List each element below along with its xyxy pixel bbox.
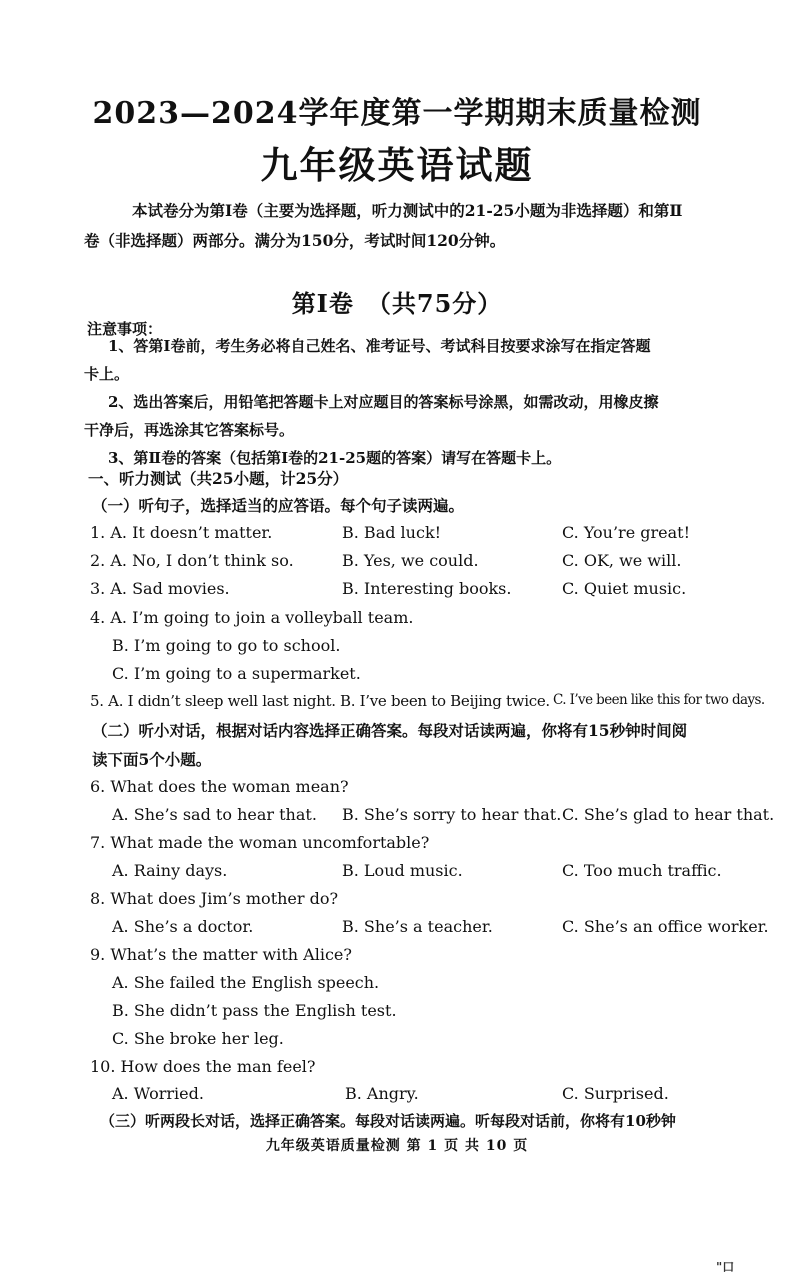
q10-option-a: A. Worried.: [112, 1084, 204, 1103]
q6-option-a: A. She’s sad to hear that.: [112, 805, 317, 824]
q8-option-a: A. She’s a doctor.: [112, 917, 254, 936]
intro-line-2: 卷（非选择题）两部分。满分为150分，考试时间120分钟。: [84, 231, 506, 250]
page-footer: 九年级英语质量检测 第 1 页 共 10 页: [265, 1138, 529, 1154]
q6-stem: 6. What does the woman mean?: [90, 777, 349, 796]
q10-stem: 10. How does the man feel?: [90, 1057, 316, 1076]
q3-option-c: C. Quiet music.: [562, 579, 687, 598]
corner-mark: "口: [716, 1260, 735, 1274]
section-1-sub-2-line-1: （二）听小对话，根据对话内容选择正确答案。每段对话读两遍，你将有15秒钟时间阅: [92, 721, 688, 740]
intro-paragraph: [84, 196, 774, 256]
q4-option-b: B. I’m going to go to school.: [112, 636, 341, 655]
q10-option-c: C. Surprised.: [562, 1084, 669, 1103]
note-1-line-1: 1、答第Ⅰ卷前，考生务必将自己姓名、准考证号、考试科目按要求涂写在指定答题: [108, 337, 651, 355]
q10-option-b: B. Angry.: [345, 1084, 419, 1103]
q5-option-c: C. I’ve been like this for two days.: [553, 692, 765, 708]
note-1-line-2: 卡上。: [84, 365, 130, 383]
q4-option-a: 4. A. I’m going to join a volleyball team.: [90, 608, 414, 627]
q7-option-b: B. Loud music.: [342, 861, 463, 880]
notes-block: [84, 332, 774, 472]
q7-option-c: C. Too much traffic.: [562, 861, 722, 880]
notes-heading: 注意事项：: [87, 320, 163, 338]
section-1-title: 一、听力测试（共25小题，计25分）: [88, 469, 349, 488]
q3-option-b: B. Interesting books.: [342, 579, 512, 598]
q3-option-a: 3. A. Sad movies.: [90, 579, 230, 598]
q9-option-a: A. She failed the English speech.: [112, 973, 380, 992]
q1-option-b: B. Bad luck!: [342, 523, 442, 542]
note-2-line-2: 干净后，再选涂其它答案标号。: [84, 421, 295, 439]
q9-option-c: C. She broke her leg.: [112, 1029, 284, 1048]
q8-stem: 8. What does Jim’s mother do?: [90, 889, 339, 908]
exam-title: 2023—2024学年度第一学期期末质量检测: [92, 96, 702, 131]
q8-option-c: C. She’s an office worker.: [562, 917, 769, 936]
section-1-sub-2-line-2: 读下面5个小题。: [92, 750, 212, 769]
section-1-sub-1: （一）听句子，选择适当的应答语。每个句子读两遍。: [92, 496, 465, 515]
section-1-sub-3: （三）听两段长对话，选择正确答案。每段对话读两遍。听每段对话前，你将有10秒钟: [100, 1112, 676, 1130]
q7-option-a: A. Rainy days.: [112, 861, 228, 880]
q9-option-b: B. She didn’t pass the English test.: [112, 1001, 397, 1020]
q7-stem: 7. What made the woman uncomfortable?: [90, 833, 430, 852]
q6-option-b: B. She’s sorry to hear that.: [342, 805, 562, 824]
q6-option-c: C. She’s glad to hear that.: [562, 805, 775, 824]
q5-option-a: 5. A. I didn’t sleep well last night.: [90, 692, 336, 710]
q2-option-c: C. OK, we will.: [562, 551, 682, 570]
q1-option-a: 1. A. It doesn’t matter.: [90, 523, 273, 542]
q8-option-b: B. She’s a teacher.: [342, 917, 493, 936]
part-1-title: 第Ⅰ卷 （共75分）: [291, 289, 503, 318]
exam-subtitle: 九年级英语试题: [260, 143, 534, 187]
q9-stem: 9. What’s the matter with Alice?: [90, 945, 352, 964]
intro-line-1: 本试卷分为第Ⅰ卷（主要为选择题，听力测试中的21-25小题为非选择题）和第Ⅱ: [132, 201, 683, 220]
q4-option-c: C. I’m going to a supermarket.: [112, 664, 361, 683]
q2-option-a: 2. A. No, I don’t think so.: [90, 551, 294, 570]
q2-option-b: B. Yes, we could.: [342, 551, 479, 570]
note-2-line-1: 2、选出答案后，用铅笔把答题卡上对应题目的答案标号涂黑，如需改动，用橡皮擦: [108, 393, 659, 411]
q1-option-c: C. You’re great!: [562, 523, 690, 542]
q5-option-b: B. I’ve been to Beijing twice.: [340, 692, 550, 710]
note-3: 3、第Ⅱ卷的答案（包括第Ⅰ卷的21-25题的答案）请写在答题卡上。: [108, 449, 562, 467]
